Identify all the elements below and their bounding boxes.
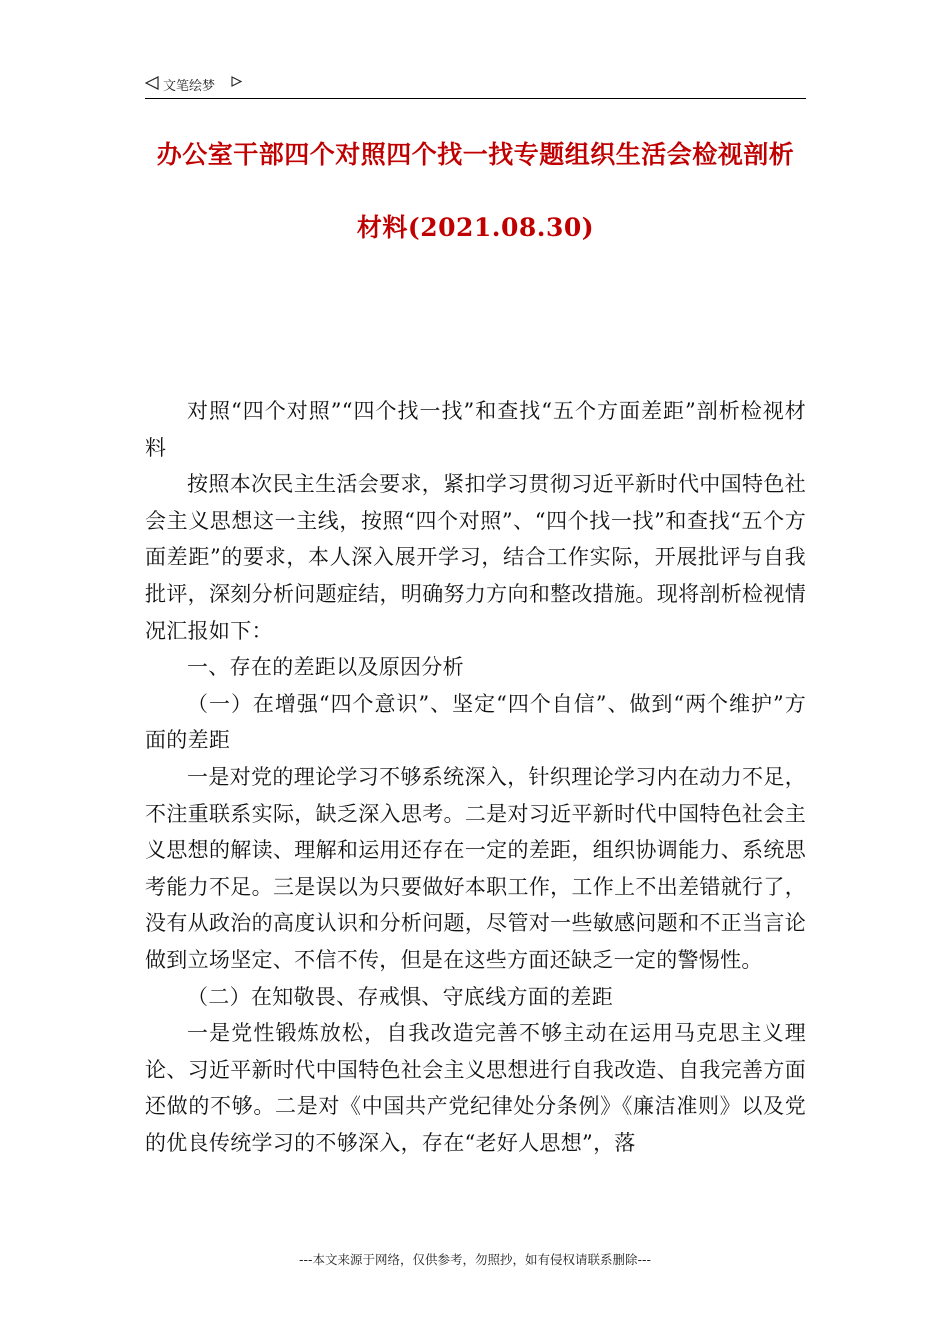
paragraph: 一是对党的理论学习不够系统深入，针织理论学习内在动力不足，不注重联系实际，缺乏深入思考。二是对习近平新时代中国特色社会主义思想的解读、理解和运用还存在一定的差距，组织协调能力、系统思考能力不足。三是误以为只要做好本职工作，工作上不出差错就行了，没有从政治的高度认识和分析问题，尽管对一些敏感问题和不正当言论做到立场坚定、不信不传，但是在这些方面还缺乏一定的警惕性。	[145, 764, 806, 972]
paragraph: 对照“四个对照”“四个找一找”和查找“五个方面差距”剖析检视材料	[145, 399, 806, 460]
page-header	[145, 72, 806, 99]
subsection-heading: （二）在知敬畏、存戒惧、守底线方面的差距	[187, 984, 613, 1009]
triangle-left-icon	[145, 76, 159, 90]
paragraph: 按照本次民主生活会要求，紧扣学习贯彻习近平新时代中国特色社会主义思想这一主线，按照“四个对照”、“四个找一找”和查找“五个方面差距”的要求，本人深入展开学习，结合工作实际，开展批评与自我批评，深刻分析问题症结，明确努力方向和整改措施。现将剖析检视情况汇报如下：	[145, 472, 806, 643]
document-body	[145, 393, 806, 1161]
document-title-line2: 材料(2021.08.30)	[356, 213, 595, 242]
section-heading: 一、存在的差距以及原因分析	[187, 655, 464, 680]
document-title-line1: 办公室干部四个对照四个找一找专题组织生活会检视剖析	[156, 140, 795, 169]
subsection-heading: （一）在增强“四个意识”、坚定“四个自信”、做到“两个维护”方面的差距	[145, 691, 806, 753]
page-footer: ---本文来源于网络，仅供参考，勿照抄，如有侵权请联系删除---	[298, 1252, 652, 1267]
triangle-right-icon	[231, 76, 242, 87]
paragraph: 一是党性锻炼放松，自我改造完善不够主动在运用马克思主义理论、习近平新时代中国特色社会主义思想进行自我改造、自我完善方面还做的不够。二是对《中国共产党纪律处分条例》《廉洁准则》以及党的优良传统学习的不够深入，存在“老好人思想”，落	[145, 1021, 806, 1155]
header-brand: 文笔绘梦	[163, 79, 216, 94]
